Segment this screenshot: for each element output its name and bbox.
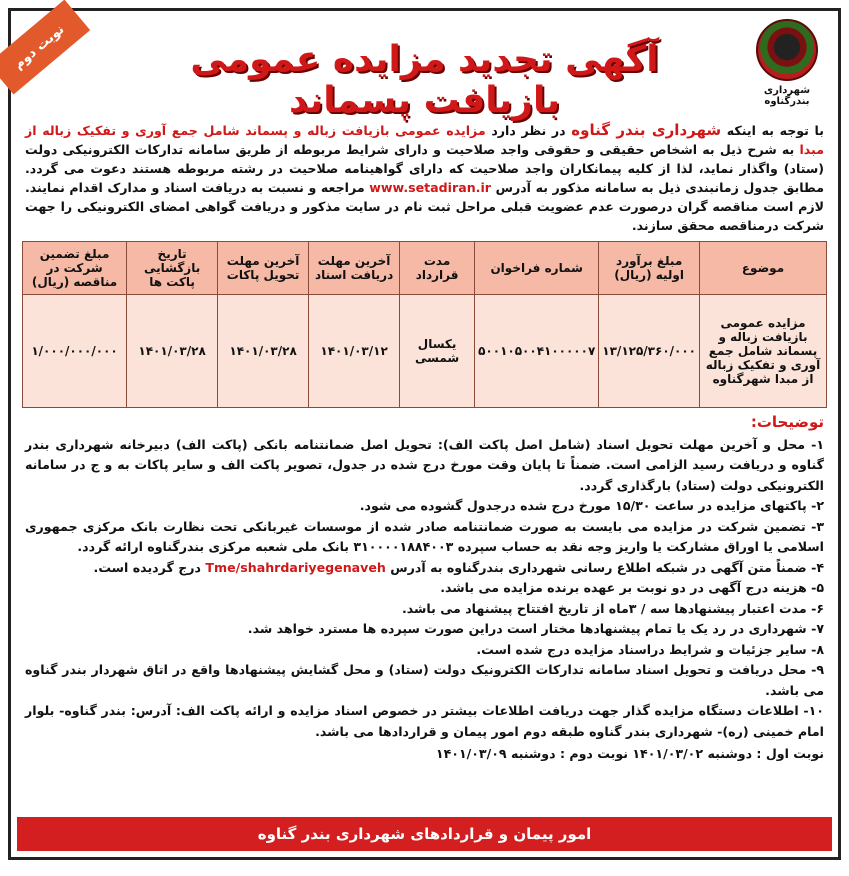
- note-item: ۸- سایر جزئیات و شرایط دراسناد مزایده درج شده است.: [476, 641, 824, 657]
- table-cell: یکسال شمسی: [400, 295, 475, 408]
- table-cell: ۱۴۰۱/۰۳/۲۸: [127, 295, 218, 408]
- table-header: تاریخ بازگشایی پاکت ها: [127, 242, 218, 295]
- municipality-logo: [742, 15, 832, 115]
- table-header: شماره فراخوان: [475, 242, 599, 295]
- table-header: مدت قرارداد: [400, 242, 475, 295]
- advertisement: [8, 8, 841, 860]
- table-header: آخرین مهلت تحویل پاکات: [218, 242, 309, 295]
- notes-section: [11, 408, 838, 742]
- note-item: ۹- محل دریافت و تحویل اسناد سامانه تدارکات الکترونیک دولت (ستاد) و محل گشایش پیشنهادها واقع در اتاق شهردار بندر گناوه می باشد.: [25, 662, 824, 698]
- note-item: ۷- شهرداری در رد یک یا تمام پیشنهادها مختار است دراین صورت سپرده ها مسترد خواهد شد.: [247, 621, 824, 636]
- table-cell: ۱/۰۰۰/۰۰۰/۰۰۰: [23, 295, 127, 408]
- table-header-row: [23, 242, 827, 295]
- publication-dates: نوبت اول : دوشنبه ۱۴۰۱/۰۳/۰۲ نوبت دوم : دوشنبه ۱۴۰۱/۰۳/۰۹: [435, 746, 824, 761]
- table-cell: ۵۰۰۱۰۵۰۰۴۱۰۰۰۰۰۷: [475, 295, 599, 408]
- page-title: آگهی تجدید مزایده عمومی بازیافت پسماند: [190, 39, 659, 121]
- note-item: ۱- محل و آخرین مهلت تحویل اسناد (شامل اصل پاکت الف): تحویل اصل ضمانتنامه بانکی (پاکت الف) دبیرخانه شهرداری بندر گناوه و دریافت رسید الزامی است. ضمناً تا پایان وقت مورخ درج شده در جدول، تصویر پاکت الف و سایر پاکات به و ج در سامانه الکترونیکی دولت (ستاد) بارگذاری گردد.: [25, 436, 824, 493]
- header: [11, 11, 838, 121]
- table-header: مبلغ تضمین شرکت در مناقصه (ریال): [23, 242, 127, 295]
- table-cell: مزایده عمومی بازیافت زباله و پسماند شامل جمع آوری و تفکیک زباله از مبدا شهرگناوه: [700, 295, 827, 408]
- note-item: ۵- هزینه درج آگهی در دو نوبت بر عهده برنده مزایده می باشد.: [440, 580, 824, 595]
- website-link[interactable]: www.setadiran.ir: [369, 180, 491, 195]
- note-4-text: ۴- ضمناً متن آگهی در شبکه اطلاع رسانی شهرداری بندرگناوه به آدرس: [390, 559, 824, 575]
- note-item: ۶- مدت اعتبار پیشنهادها سه / ۳ماه از تاریخ افتتاح پیشنهاد می باشد.: [401, 600, 824, 616]
- table-cell: ۱۴۰۱/۰۳/۱۲: [309, 295, 400, 408]
- intro-text-3: به شرح ذیل به اشخاص حقیقی و حقوقی واجد صلاحیت و دارای شرایط مربوطه از طریق سامانه تدارکات الکترونیکی دولت (ستاد) واگذار نماید، لذا از کلیه پیمانکاران واجد صلاحیت که دارای گواهینامه صلاحیت در رشته مربوطه هستند دعوت می گردد. مطابق جدول زمانبندی ذیل به سامانه مذکور به آدرس: [25, 142, 824, 195]
- logo-caption: شهرداری بندرگناوه: [763, 85, 811, 107]
- intro-text-2: در نظر دارد: [491, 123, 566, 138]
- footer-banner: امور پیمان و قراردادهای شهرداری بندر گناوه: [17, 817, 832, 851]
- table-header: موضوع: [700, 242, 827, 295]
- intro-paragraph: [11, 121, 838, 235]
- table-cell: ۱۴۰۱/۰۳/۲۸: [218, 295, 309, 408]
- note-4-suffix: درج گردیده است.: [93, 559, 201, 575]
- table-header: مبلغ برآورد اولیه (ریال): [599, 242, 700, 295]
- municipality-seal-icon: [756, 19, 818, 81]
- intro-text-4: مراجعه و نسبت به دریافت اسناد و مدارک اقدام نمایند. لازم است مناقصه گران درصورت عدم عضویت قبلی مراحل ثبت نام در سایت مذکور و دریافت گواهی امضای الکترونیکی را جهت شرکت درمناقصه محقق سازند.: [25, 180, 824, 233]
- note-item: ۲- پاکتهای مزایده در ساعت ۱۵/۳۰ مورخ درج شده درجدول گشوده می شود.: [359, 498, 824, 513]
- tender-subject: مزایده عمومی بازیافت زباله و پسماند شامل جمع آوری و تفکیک زباله از مبدا: [25, 123, 824, 157]
- telegram-link[interactable]: Tme/shahrdariyegenaveh: [205, 559, 386, 575]
- note-item-4: [25, 558, 824, 579]
- note-item: ۱۰- اطلاعات دستگاه مزایده گذار جهت دریافت اطلاعات بیشتر در خصوص اسناد مزایده و ارائه پاکت الف: آدرس: بندر گناوه- بلوار امام خمینی (ره)- شهرداری بندر گناوه طبقه دوم امور پیمان و قراردادها می باشد.: [25, 703, 824, 739]
- intro-text-1: با توجه به اینکه: [726, 123, 824, 138]
- note-item: ۳- تضمین شرکت در مزایده می بایست به صورت ضمانتنامه صادر شده از موسسات غیربانکی تحت نظارت بانک مرکزی جمهوری اسلامی یا اوراق مشارکت یا واریز وجه نقد به حساب سپرده ۳۱۰۰۰۰۱۸۸۴۰۰۳ بانک ملی شعبه مرکزی بندرگناوه ارائه گردد.: [25, 518, 824, 554]
- round-badge: نوبت دوم: [0, 0, 90, 94]
- notes-title: توضیحات:: [750, 413, 824, 431]
- table-header: آخرین مهلت دریافت اسناد: [309, 242, 400, 295]
- table-row: [23, 295, 827, 408]
- tender-table: [22, 241, 827, 408]
- organization-name: شهرداری بندر گناوه: [571, 121, 722, 139]
- table-cell: ۱۳/۱۲۵/۳۶۰/۰۰۰: [599, 295, 700, 408]
